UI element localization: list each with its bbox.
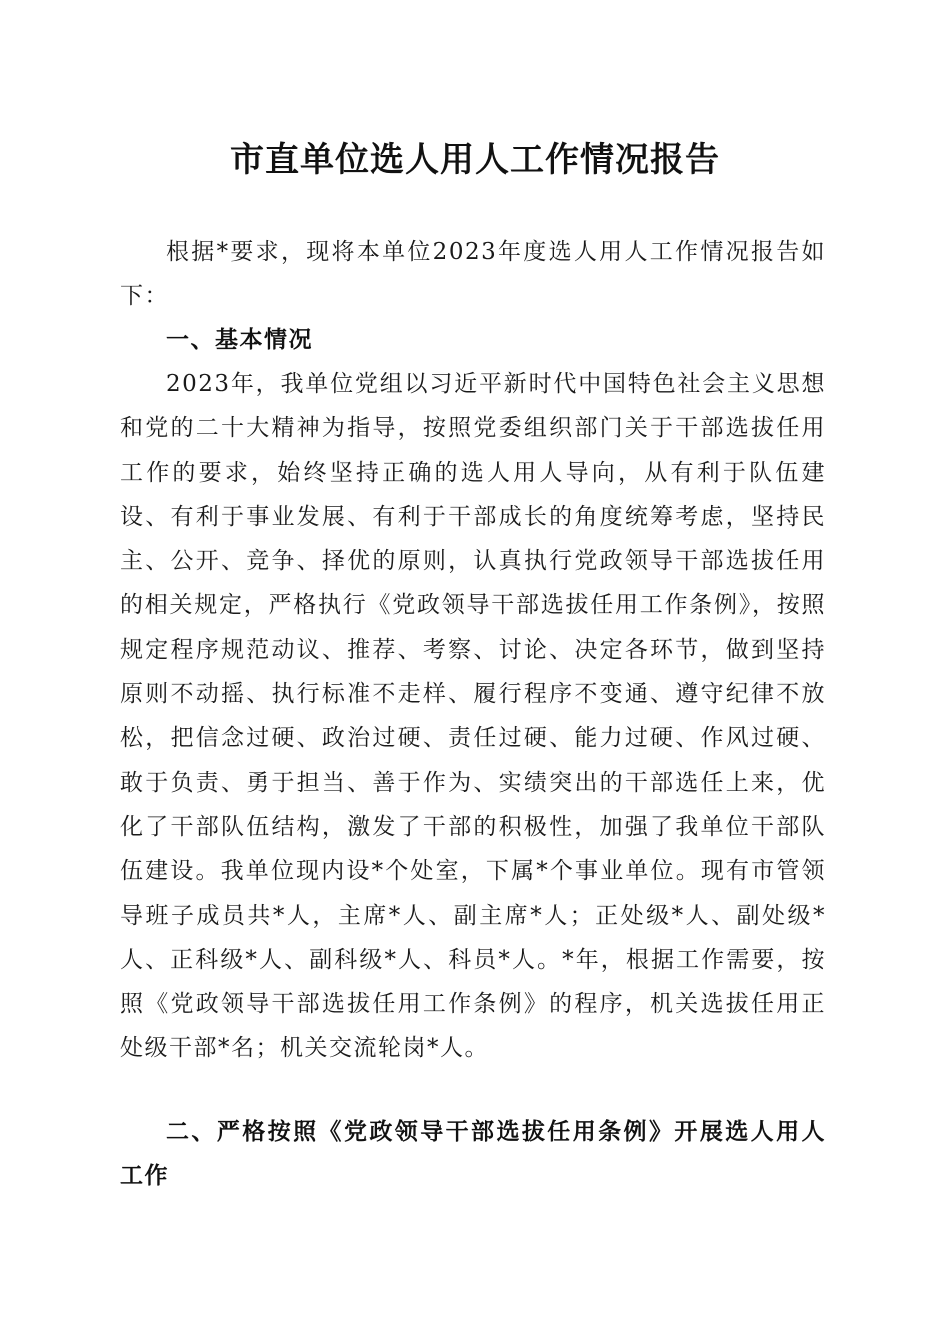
intro-paragraph: 根据*要求，现将本单位2023年度选人用人工作情况报告如下： [120, 239, 826, 310]
section-1-paragraph: 2023年，我单位党组以习近平新时代中国特色社会主义思想和党的二十大精神为指导，按照党委组织部门关于干部选拔任用工作的要求，始终坚持正确的选人用人导向，从有利于队伍建设、有利于事业发展、有利于干部成长的角度统筹考虑，坚持民主、公开、竞争、择优的原则，认真执行党政领导干部选拔任用的相关规定，严格执行《党政领导干部选拔任用工作条例》，按照规定程序规范动议、推荐、考察、讨论、决定各环节，做到坚持原则不动摇、执行标准不走样、履行程序不变通、遵守纪律不放松，把信念过硬、政治过硬、责任过硬、能力过硬、作风过硬、敢于负责、勇于担当、善于作为、实绩突出的干部选任上来，优化了干部队伍结构，激发了干部的积极性，加强了我单位干部队伍建设。我单位现内设*个处室，下属*个事业单位。现有市管领导班子成员共*人，主席*人、副主席*人；正处级*人、副处级*人、正科级*人、副科级*人、科员*人。*年，根据工作需要，按照《党政领导干部选拔任用工作条例》的程序，机关选拔任用正处级干部*名；机关交流轮岗*人。 [120, 371, 826, 1062]
section-2-heading: 二、严格按照《党政领导干部选拔任用条例》开展选人用人工作 [120, 1119, 826, 1190]
document-title: 市直单位选人用人工作情况报告 [230, 140, 720, 180]
section-1-heading: 一、基本情况 [166, 327, 313, 353]
